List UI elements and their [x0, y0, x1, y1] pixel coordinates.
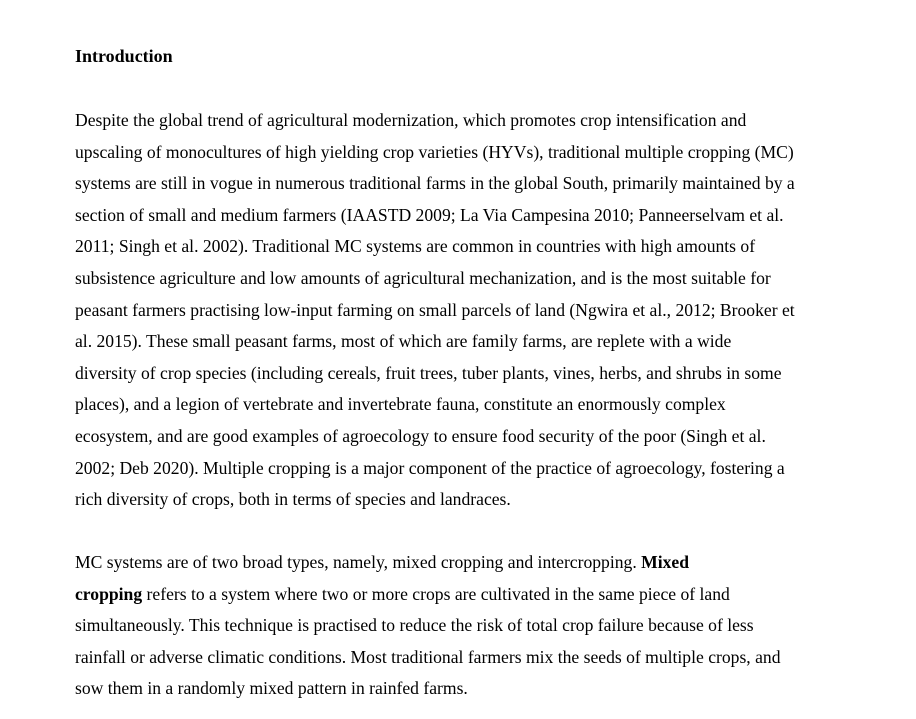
- text-line: [75, 547, 781, 579]
- text-line: [75, 579, 781, 611]
- text-line: 2011; Singh et al. 2002). Traditional MC systems are common in countries with high amounts of: [75, 236, 756, 257]
- bold-term: cropping: [75, 583, 143, 604]
- text-line: rainfall or adverse climatic conditions. Most traditional farmers mix the seeds of multiple crops, and: [75, 646, 781, 667]
- text-line: Despite the global trend of agricultural modernization, which promotes crop intensification and: [75, 110, 747, 130]
- bold-term: Mixed: [641, 552, 690, 572]
- text-run: MC systems are of two broad types, namely, mixed cropping and intercropping.: [75, 552, 642, 572]
- section-heading: Introduction: [75, 46, 173, 66]
- text-line: simultaneously. This technique is practised to reduce the risk of total crop failure because of less: [75, 615, 754, 636]
- text-line: rich diversity of crops, both in terms of species and landraces.: [75, 489, 511, 510]
- text-line: systems are still in vogue in numerous traditional farms in the global South, primarily maintained by a: [75, 173, 795, 194]
- paragraph-2: [75, 547, 781, 705]
- text-line: section of small and medium farmers (IAASTD 2009; La Via Campesina 2010; Panneerselvam et al.: [75, 204, 784, 225]
- text-line: diversity of crop species (including cereals, fruit trees, tuber plants, vines, herbs, and shrubs in some: [75, 362, 782, 383]
- text-line: sow them in a randomly mixed pattern in rainfed farms.: [75, 678, 468, 699]
- text-line: 2002; Deb 2020). Multiple cropping is a major component of the practice of agroecology, fostering a: [75, 457, 785, 478]
- text-line: places), and a legion of vertebrate and invertebrate fauna, constitute an enormously complex: [75, 394, 726, 415]
- paragraph-1: [75, 105, 795, 516]
- text-line: subsistence agriculture and low amounts of agricultural mechanization, and is the most suitable for: [75, 267, 771, 288]
- text-line: ecosystem, and are good examples of agroecology to ensure food security of the poor (Singh et al.: [75, 425, 766, 446]
- text-line: peasant farmers practising low-input farming on small parcels of land (Ngwira et al., 2012; Brooker et: [75, 299, 795, 320]
- text-line: al. 2015). These small peasant farms, most of which are family farms, are replete with a wide: [75, 331, 732, 352]
- text-run: refers to a system where two or more crops are cultivated in the same piece of land: [142, 583, 730, 604]
- text-line: upscaling of monocultures of high yielding crop varieties (HYVs), traditional multiple cropping (MC): [75, 141, 794, 162]
